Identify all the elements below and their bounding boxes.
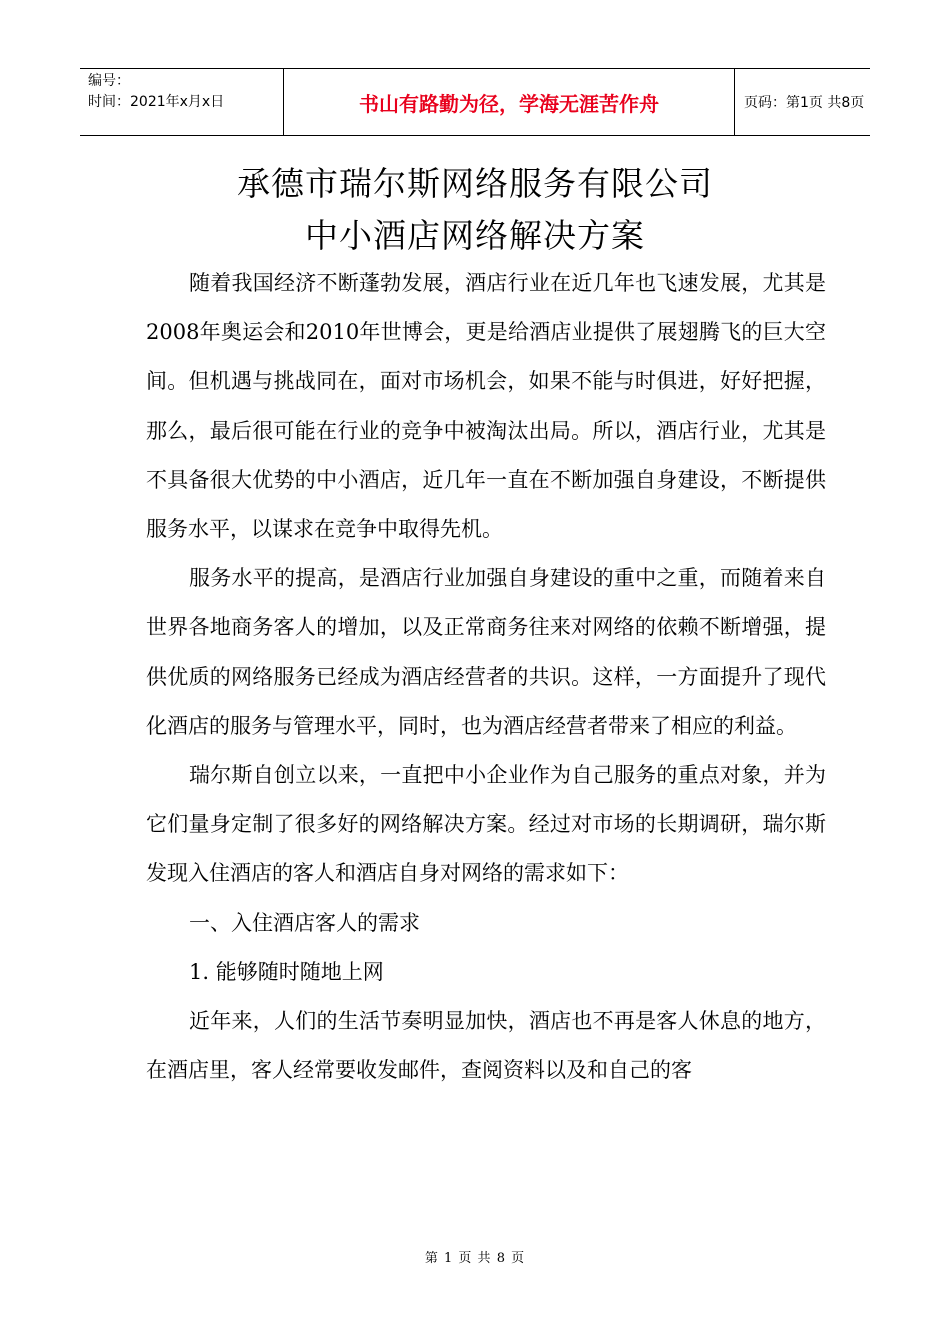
- document-title-line-2: 中小酒店网络解决方案: [305, 216, 645, 255]
- header-page-cell: [735, 69, 870, 135]
- header-motto: 书山有路勤为径，学海无涯苦作舟: [359, 91, 659, 116]
- document-body: [146, 259, 826, 1095]
- header-meta-cell: [80, 69, 283, 135]
- document-time-label: 时间：2021年x月x日: [88, 94, 225, 110]
- header-motto-cell: [283, 69, 735, 135]
- document-number-label: 编号：: [88, 73, 130, 89]
- section-heading: 一、入住酒店客人的需求: [189, 910, 420, 935]
- header-table: [80, 68, 870, 136]
- body-paragraph: 服务水平的提高，是酒店行业加强自身建设的重中之重，而随着来自世界各地商务客人的增加，以及正常商务往来对网络的依赖不断增强，提供优质的网络服务已经成为酒店经营者的共识。这样，一方面提升了现代化酒店的服务与管理水平，同时，也为酒店经营者带来了相应的利益。: [146, 566, 826, 738]
- header-page-info: 页码：第1页 共8页: [744, 95, 865, 111]
- document-title-line-1: 承德市瑞尔斯网络服务有限公司: [237, 164, 713, 203]
- page-footer: 第 1 页 共 8 页: [424, 1251, 526, 1266]
- body-paragraph: 近年来，人们的生活节奏明显加快，酒店也不再是客人休息的地方，在酒店里，客人经常要收发邮件，查阅资料以及和自己的客: [146, 1009, 826, 1083]
- subsection-heading: 1. 能够随时随地上网: [189, 959, 384, 984]
- body-paragraph: 随着我国经济不断蓬勃发展，酒店行业在近几年也飞速发展，尤其是2008年奥运会和2010年世博会，更是给酒店业提供了展翅腾飞的巨大空间。但机遇与挑战同在，面对市场机会，如果不能与时俱进，好好把握，那么，最后很可能在行业的竞争中被淘汰出局。所以，酒店行业，尤其是不具备很大优势的中小酒店，近几年一直在不断加强自身建设，不断提供服务水平，以谋求在竞争中取得先机。: [146, 271, 826, 542]
- body-paragraph: 瑞尔斯自创立以来，一直把中小企业作为自己服务的重点对象，并为它们量身定制了很多好的网络解决方案。经过对市场的长期调研，瑞尔斯发现入住酒店的客人和酒店自身对网络的需求如下：: [146, 763, 826, 886]
